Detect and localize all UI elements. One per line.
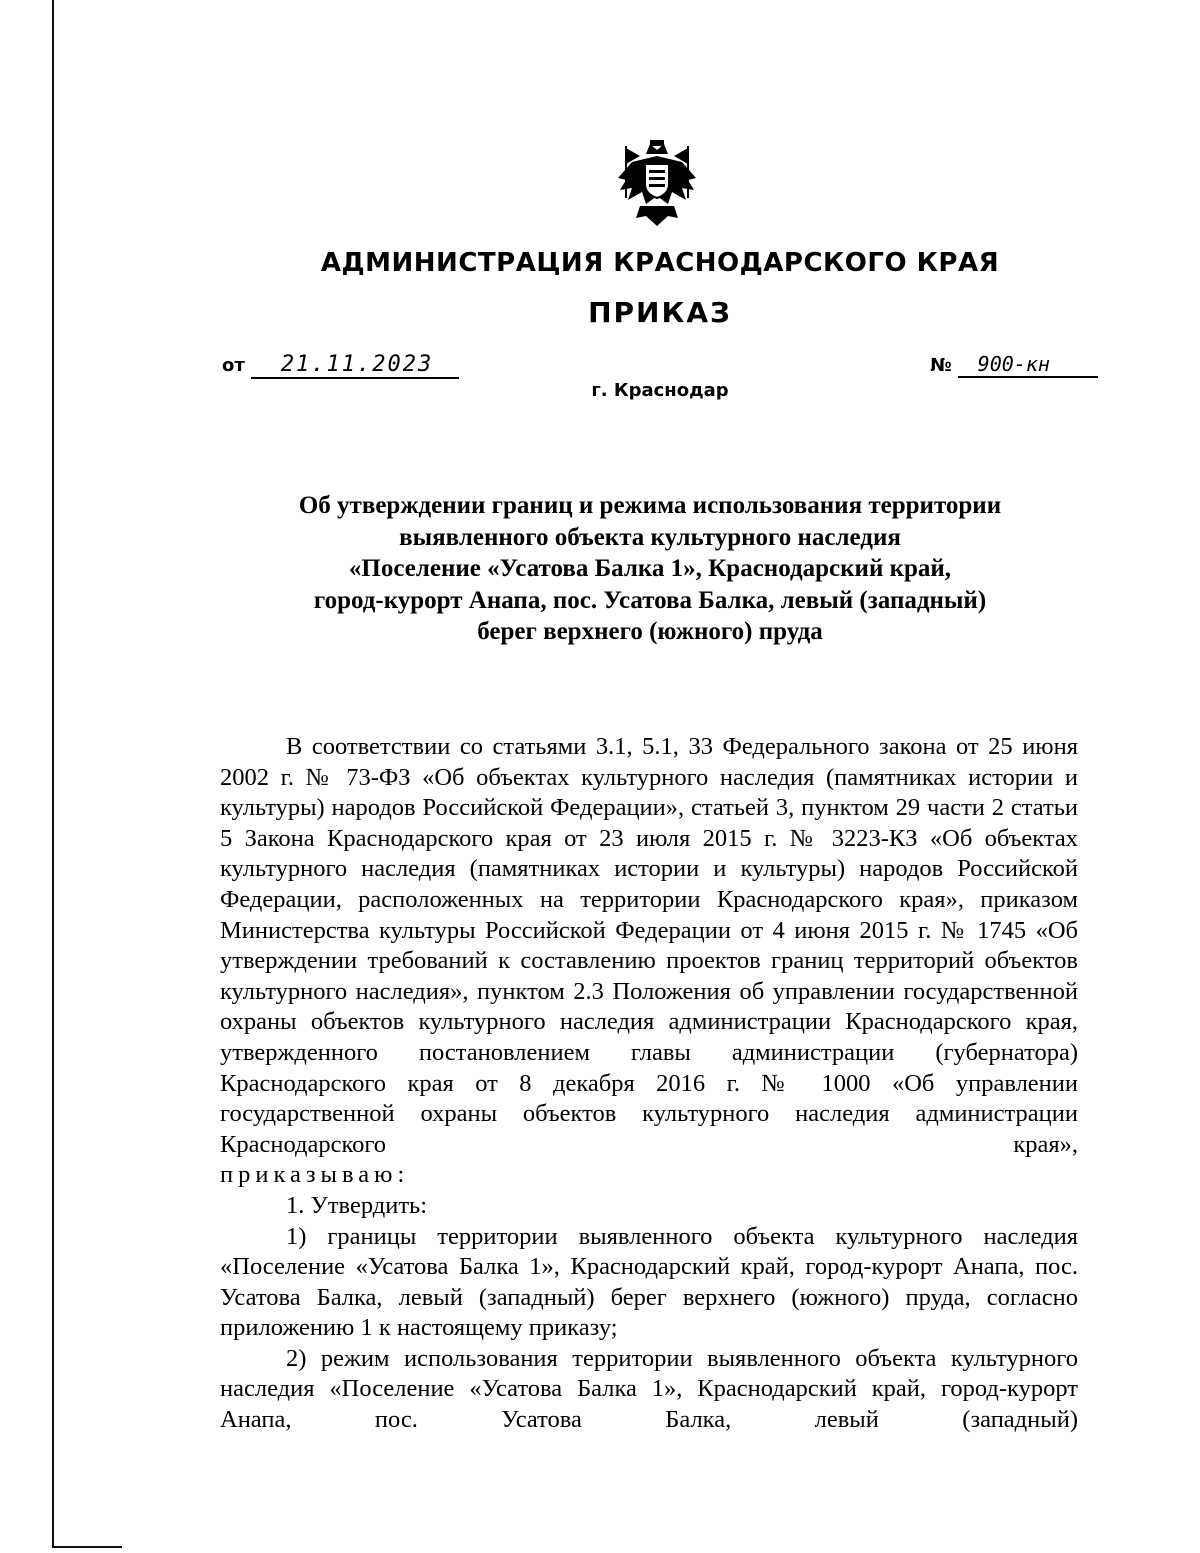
city-name: г. Краснодар	[591, 380, 729, 401]
date-prefix: от	[222, 355, 245, 376]
item-1-1-paragraph: 1) границы территории выявленного объекта культурного наследия «Поселение «Усатова Балка 1», Краснодарский край, город-курорт Анапа, пос. Усатова Балка, левый (западный) берег верхнего (южного) пруда, согласно приложению 1 к настоящему приказу;	[220, 1222, 1078, 1342]
document-type: ПРИКАЗ	[588, 296, 732, 329]
item-1-2-paragraph: 2) режим использования территории выявленного объекта культурного наследия «Поселение «Усатова Балка 1», Краснодарский край, город-курорт Анапа, пос. Усатова Балка, левый (западный)	[220, 1344, 1078, 1434]
order-word: приказываю:	[220, 1161, 410, 1189]
organization-title: АДМИНИСТРАЦИЯ КРАСНОДАРСКОГО КРАЯ	[320, 248, 1000, 278]
subject-line: Об утверждении границ и режима использования территории	[298, 492, 1002, 519]
item-1-heading: 1. Утвердить:	[286, 1191, 428, 1219]
date-line	[222, 352, 459, 379]
subject-line: выявленного объекта культурного наследия	[399, 523, 901, 551]
handwritten-date: 21.11.2023	[251, 352, 459, 379]
preamble-paragraph: В соответствии со статьями 3.1, 5.1, 33 Федерального закона от 25 июня 2002 г. № 73-ФЗ «Об объектах культурного наследия (памятниках истории и культуры) народов Российской Федерации», статьей 3, пунктом 29 части 2 статьи 5 Закона Краснодарского края от 23 июля 2015 г. № 3223-КЗ «Об объектах культурного наследия (памятниках истории и культуры) народов Российской Федерации, расположенных на территории Краснодарского края», приказом Министерства культуры Российской Федерации от 4 июня 2015 г. № 1745 «Об утверждении требований к составлению проектов границ территорий объектов культурного наследия», пунктом 2.3 Положения об управлении государственной охраны объектов культурного наследия администрации Краснодарского края, утвержденного постановлением главы администрации (губернатора) Краснодарского края от 8 декабря 2016 г. № 1000 «Об управлении государственной охраны объектов культурного наследия администрации Краснодарского края»,	[220, 733, 1078, 1158]
subject-line: берег верхнего (южного) пруда	[477, 618, 823, 645]
number-line	[930, 352, 1098, 378]
document-body	[220, 732, 1078, 1436]
scan-border-left	[52, 0, 54, 1548]
subject-line: город-курорт Анапа, пос. Усатова Балка, левый (западный)	[313, 586, 987, 614]
coat-of-arms-icon	[612, 138, 702, 230]
handwritten-number: 900-кн	[958, 352, 1098, 378]
scan-border-bottom	[52, 1546, 122, 1548]
subject-line: «Поселение «Усатова Балка 1», Краснодарский край,	[348, 555, 952, 582]
number-prefix: №	[930, 355, 952, 376]
document-subject	[220, 490, 1080, 648]
